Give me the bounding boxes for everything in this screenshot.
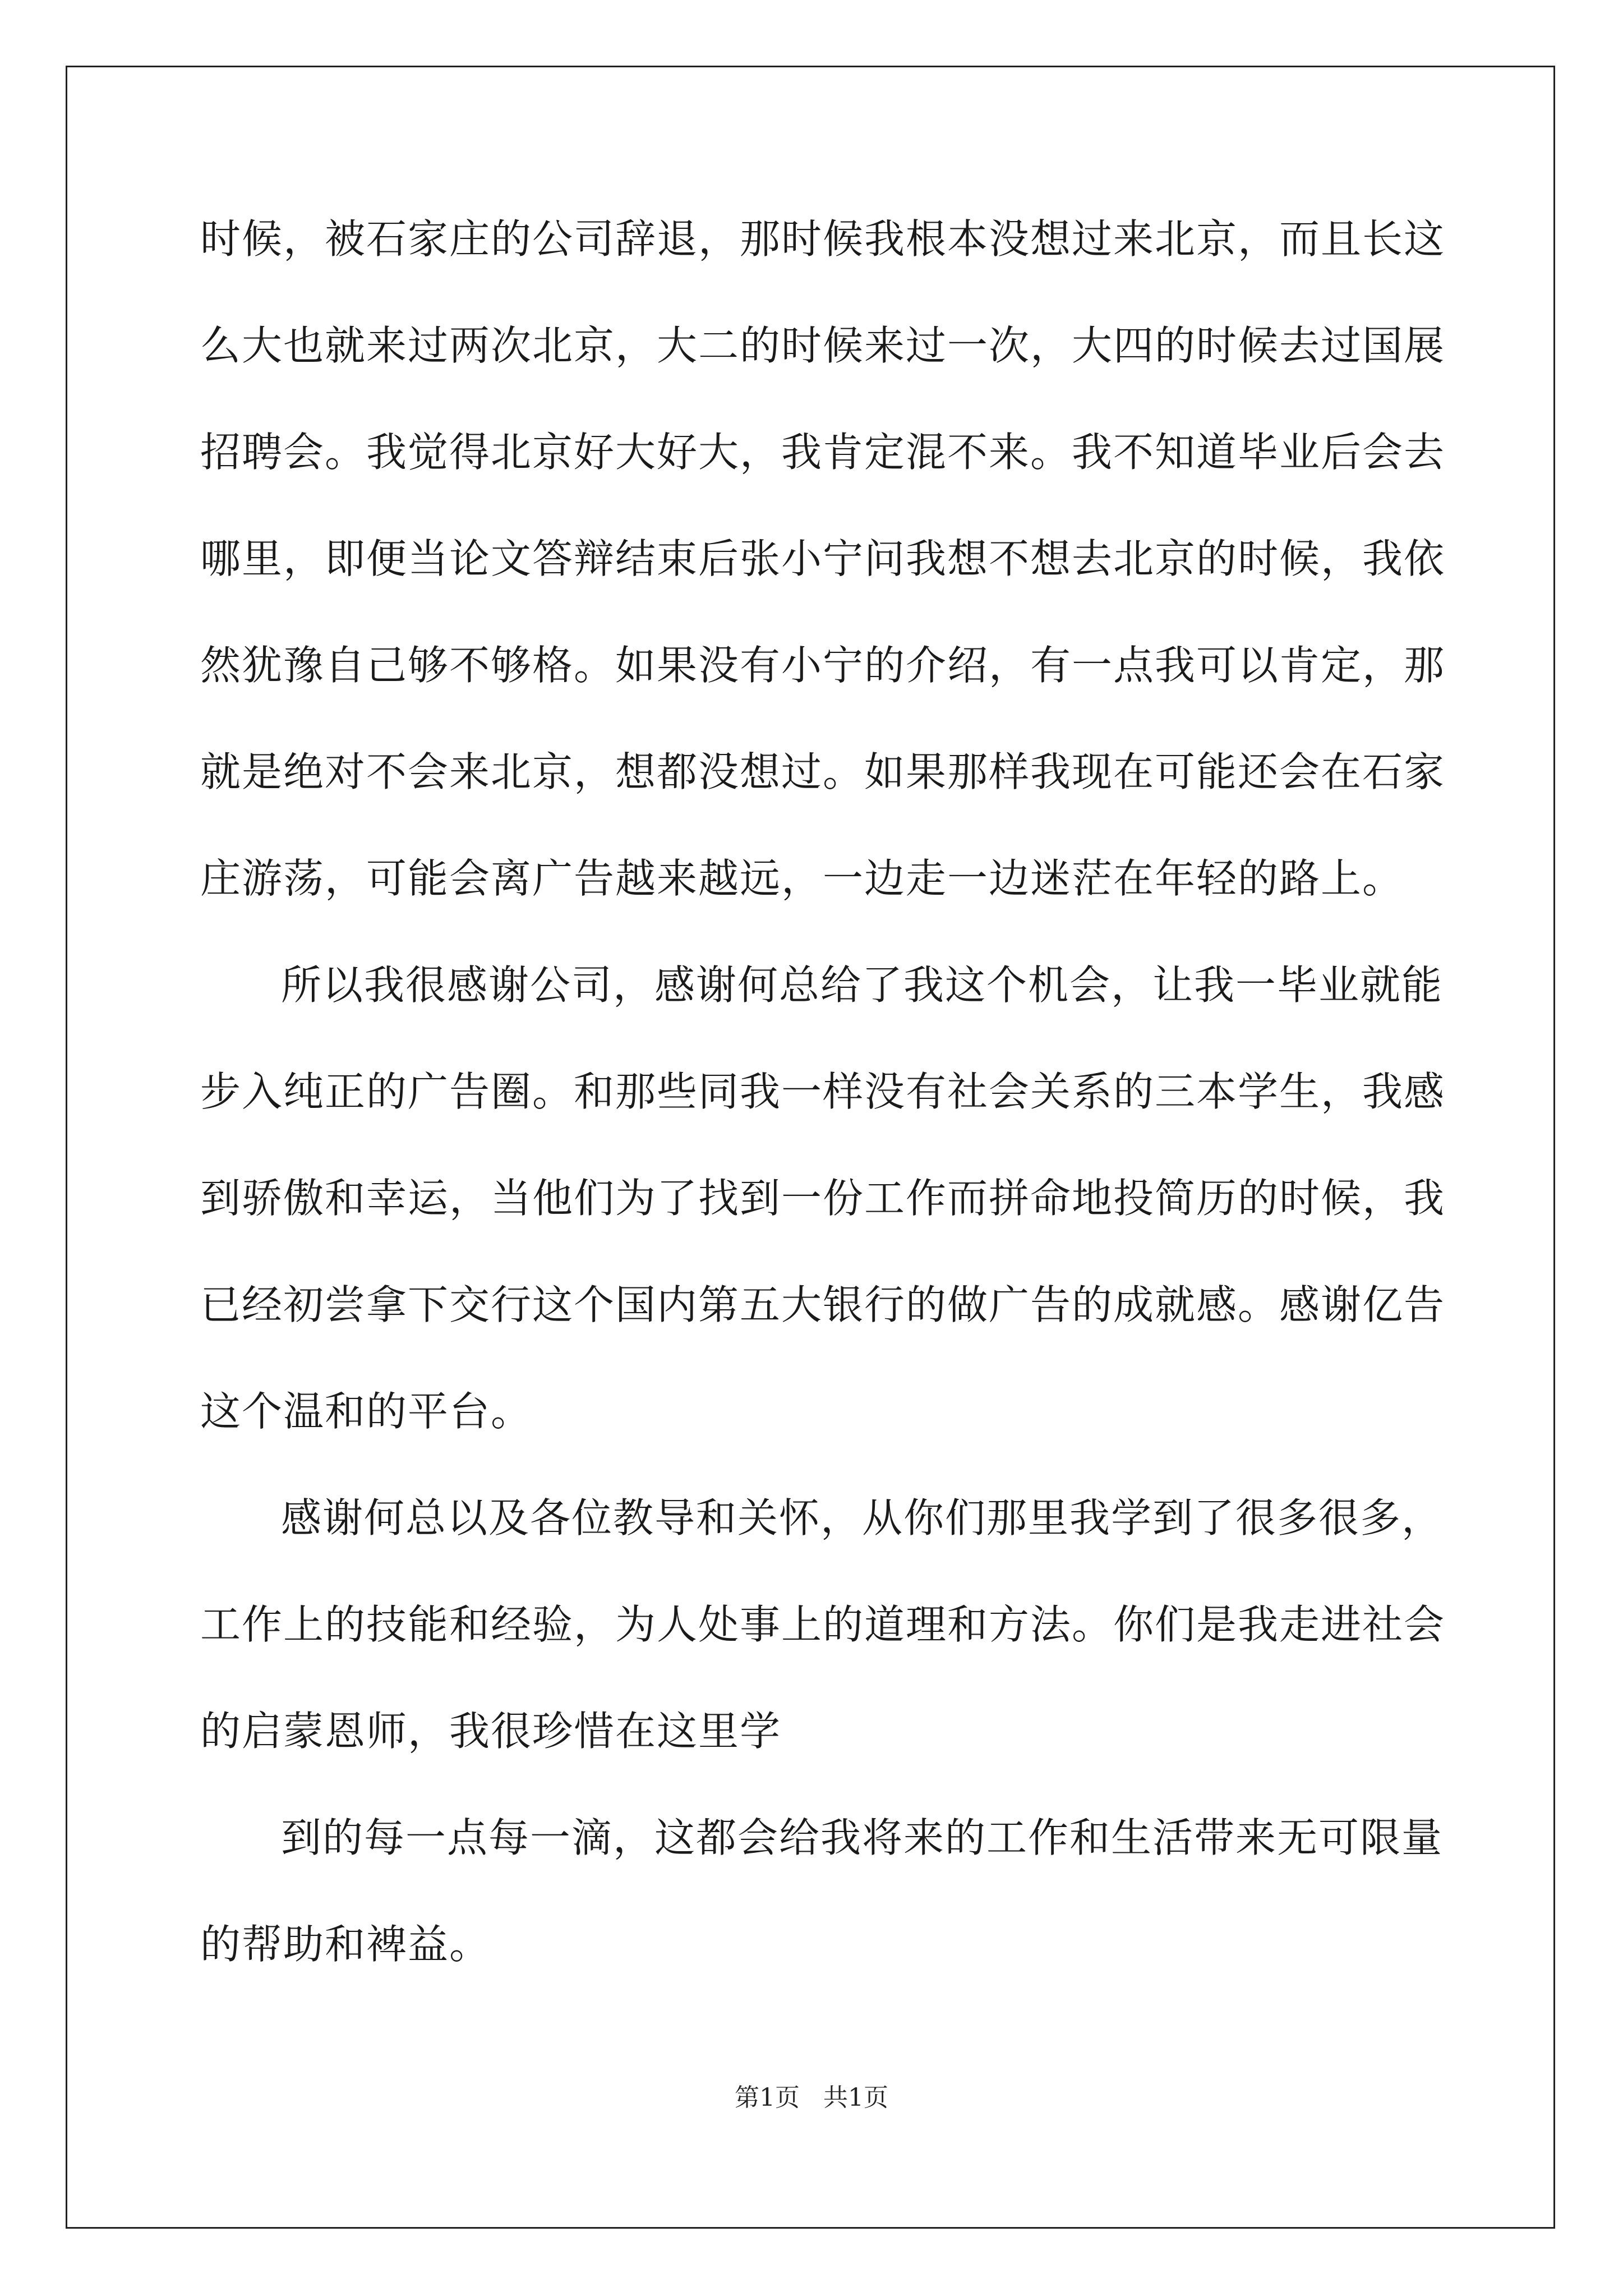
- text-line: 然犹豫自己够不够格。如果没有小宁的介绍，有一点我可以肯定，那: [200, 642, 1446, 689]
- text-line: 步入纯正的广告圈。和那些同我一样没有社会关系的三本学生，我感: [200, 1068, 1446, 1115]
- text-line: 到骄傲和幸运，当他们为了找到一份工作而拼命地投简历的时候，我: [200, 1175, 1446, 1222]
- text-line: 时候，被石家庄的公司辞退，那时候我根本没想过来北京，而且长这: [200, 215, 1446, 263]
- text-line: 所以我很感谢公司，感谢何总给了我这个机会，让我一毕业就能: [281, 961, 1444, 1009]
- text-line: 哪里，即便当论文答辩结束后张小宁问我想不想去北京的时候，我依: [200, 535, 1446, 582]
- text-line: 已经初尝拿下交行这个国内第五大银行的做广告的成就感。感谢亿告: [200, 1281, 1446, 1328]
- text-line: 就是绝对不会来北京，想都没想过。如果那样我现在可能还会在石家: [200, 748, 1446, 795]
- document-body: [200, 215, 1446, 2031]
- text-line: 到的每一点每一滴，这都会给我将来的工作和生活带来无可限量: [281, 1814, 1444, 1861]
- text-line: 么大也就来过两次北京，大二的时候来过一次，大四的时候去过国展: [200, 322, 1446, 369]
- text-line: 的帮助和裨益。: [200, 1921, 491, 1968]
- text-line: 这个温和的平台。: [200, 1388, 533, 1435]
- text-line: 的启蒙恩师，我很珍惜在这里学: [200, 1708, 782, 1755]
- page-number: 第1页 共1页: [735, 2083, 888, 2112]
- text-line: 庄游荡，可能会离广告越来越远，一边走一边迷茫在年轻的路上。: [200, 855, 1404, 902]
- text-line: 招聘会。我觉得北京好大好大，我肯定混不来。我不知道毕业后会去: [200, 429, 1446, 476]
- text-line: 工作上的技能和经验，为人处事上的道理和方法。你们是我走进社会: [200, 1601, 1446, 1648]
- text-line: 感谢何总以及各位教导和关怀，从你们那里我学到了很多很多，: [281, 1494, 1444, 1542]
